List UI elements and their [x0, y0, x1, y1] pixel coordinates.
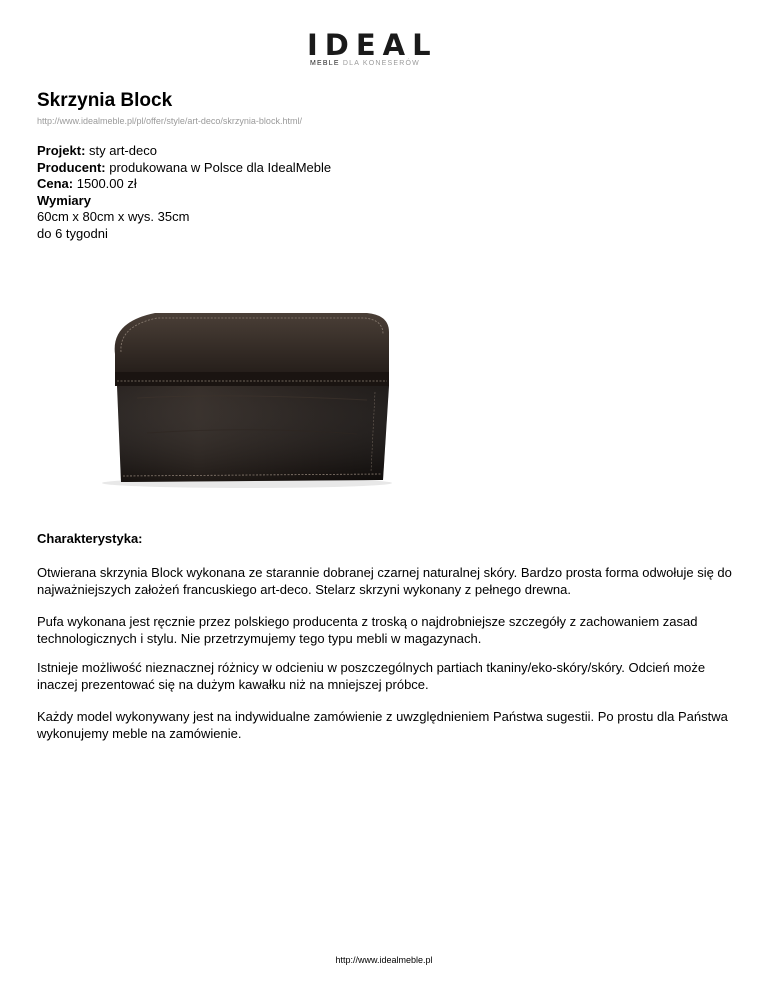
projekt-value: sty art-deco — [89, 143, 157, 158]
logo-tagline-dark: MEBLE — [310, 60, 340, 67]
producent-label: Producent: — [37, 159, 106, 175]
wymiary-value: 60cm x 80cm x wys. 35cm — [37, 209, 190, 224]
info-row-cena — [37, 176, 331, 193]
cena-label: Cena: — [37, 176, 74, 191]
description-paragraph: Otwierana skrzynia Block wykonana ze starannie dobranej czarnej naturalnej skóry. Bardzo prosta forma odwołuje się do najważniejszych założeń francuskiego art-deco. Stelarz skrzyni wykonany z pełnego drewna. — [37, 565, 732, 597]
product-info — [37, 143, 331, 242]
brand-logo — [307, 28, 475, 69]
delivery-time: do 6 tygodni — [37, 225, 108, 241]
projekt-label: Projekt: — [37, 143, 86, 158]
product-image — [37, 258, 415, 504]
description-paragraph: Pufa wykonana jest ręcznie przez polskiego producenta z troską o najdrobniejsze szczegóły z zachowaniem zasad technologicznych i stylu. Nie przetrzymujemy tego typu mebli w magazynach. — [37, 614, 698, 646]
info-row-producent — [37, 160, 331, 177]
logo-tagline-light: DLA KONESERÓW — [342, 60, 420, 67]
description-paragraph: Każdy model wykonywany jest na indywidualne zamówienie z uwzględnieniem Państwa sugestii. Po prostu dla Państwa wykonujemy meble na zamówienie. — [37, 709, 728, 741]
description-paragraph: Istnieje możliwość nieznacznej różnicy w odcieniu w poszczególnych partiach tkaniny/eko-skóry/skóry. Odcień może inaczej prezentować się na dużym kawałku niż na mniejszej próbce. — [37, 660, 706, 692]
page-title: Skrzynia Block — [37, 90, 173, 111]
cena-value: 1500.00 zł — [76, 176, 137, 191]
logo-tagline — [310, 60, 420, 68]
info-row-projekt — [37, 143, 331, 160]
wymiary-label: Wymiary — [37, 192, 91, 208]
product-url: http://www.idealmeble.pl/pl/offer/style/art-deco/skrzynia-block.html/ — [37, 116, 302, 126]
characteristics-heading: Charakterystyka: — [37, 531, 143, 546]
footer-url: http://www.idealmeble.pl — [335, 955, 433, 965]
logo-wordmark: IDEAL — [307, 28, 438, 62]
producent-value: produkowana w Polsce dla IdealMeble — [109, 159, 332, 175]
info-row-wymiary — [37, 193, 331, 210]
